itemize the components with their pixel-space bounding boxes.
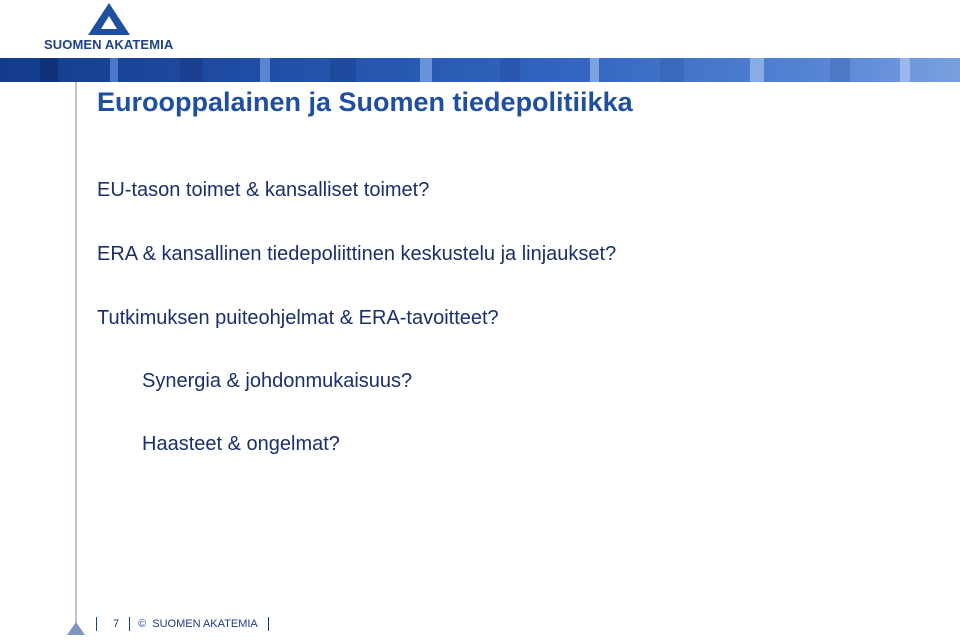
logo (40, 2, 180, 52)
copyright-icon: © (138, 618, 147, 630)
sub-bullet-line: Synergia & johdonmukaisuus? (142, 370, 413, 392)
footer-organization: SUOMEN AKATEMIA (152, 618, 258, 630)
bullet-line: ERA & kansallinen tiedepoliittinen keskustelu ja linjaukset? (97, 243, 617, 265)
footer-divider (268, 617, 269, 631)
header-banner (0, 58, 960, 82)
bullet-line: EU-tason toimet & kansalliset toimet? (97, 179, 430, 201)
bullet-line: Tutkimuksen puiteohjelmat & ERA-tavoitteet? (97, 307, 499, 329)
footer-divider (129, 617, 130, 631)
corner-triangle-icon (67, 622, 85, 635)
slide-title: Eurooppalainen ja Suomen tiedepolitiikka (97, 87, 633, 117)
footer (96, 614, 269, 634)
page-number: 7 (113, 618, 120, 630)
sub-bullet-line: Haasteet & ongelmat? (142, 433, 340, 455)
logo-text: SUOMEN AKATEMIA (44, 37, 174, 52)
logo-triangle-icon (86, 2, 132, 36)
left-rule (75, 82, 77, 624)
footer-divider (96, 617, 97, 631)
